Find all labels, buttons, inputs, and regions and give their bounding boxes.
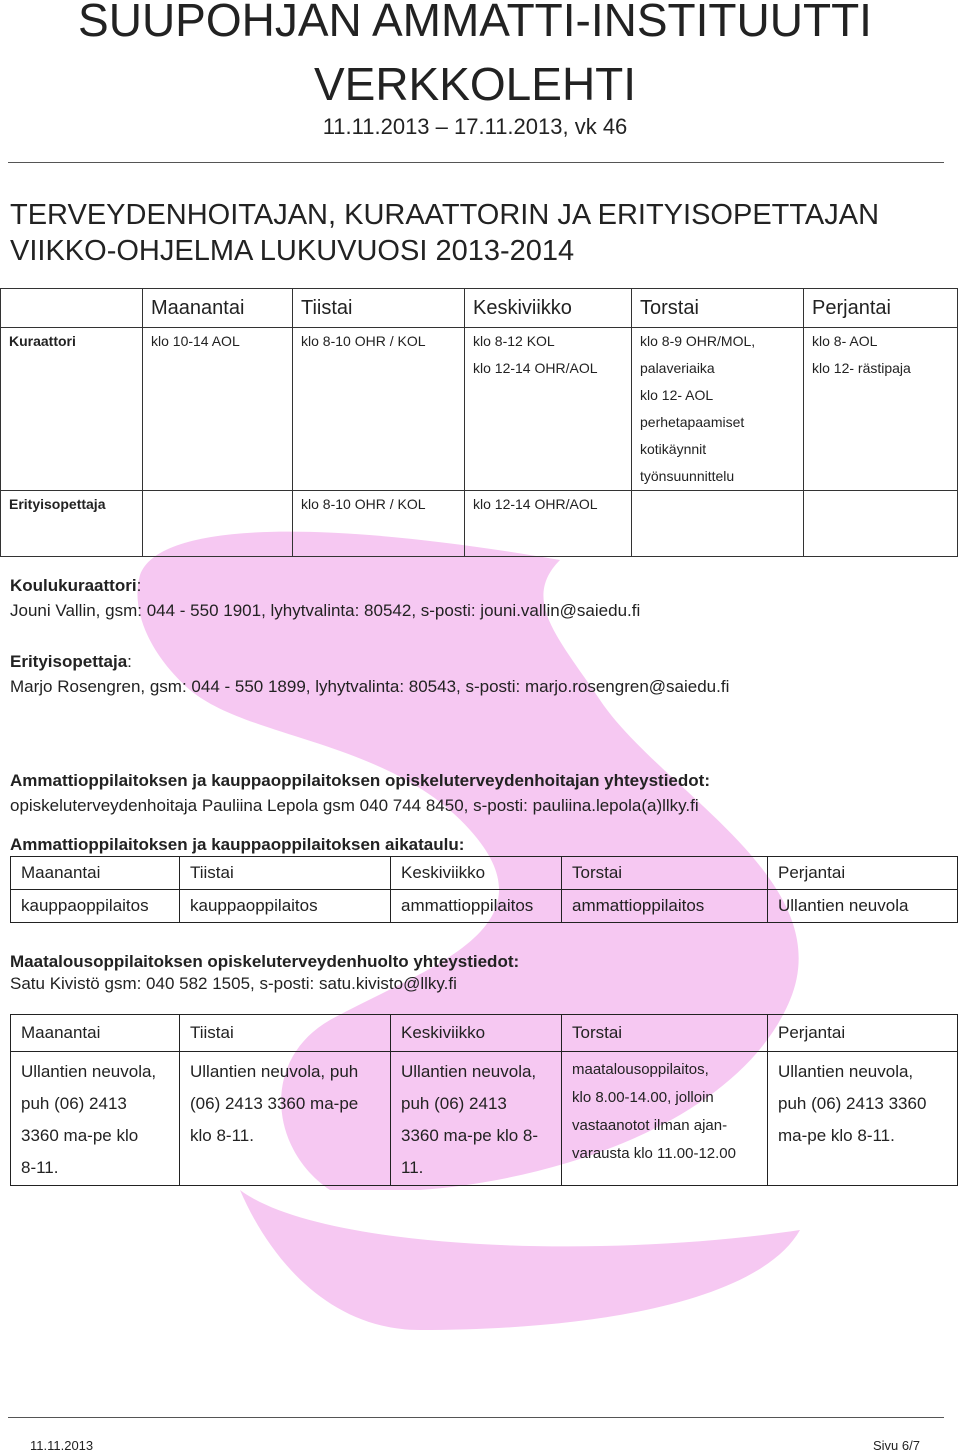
maatalous-contact: Satu Kivistö gsm: 040 582 1505, s-posti: satu.kivisto@llky.fi — [10, 974, 457, 993]
table-row — [1, 328, 958, 491]
table-cell: klo 12-14 OHR/AOL — [465, 491, 632, 557]
footer-date: 11.11.2013 — [30, 1438, 94, 1453]
day-header: Maanantai — [11, 857, 180, 890]
corner-cell — [1, 289, 143, 328]
table-cell — [804, 491, 958, 557]
table-cell: klo 8-12 KOL klo 12-14 OHR/AOL — [465, 328, 632, 491]
day-header: Keskiviikko — [391, 857, 562, 890]
maatalous-heading: Maatalousoppilaitoksen opiskeluterveydenhuolto yhteystiedot: — [10, 952, 520, 971]
issue-dates: 11.11.2013 – 17.11.2013, vk 46 — [322, 114, 628, 139]
table-cell: klo 8- AOL klo 12- rästipaja — [804, 328, 958, 491]
day-header: Perjantai — [768, 1015, 958, 1052]
table-cell: maatalousoppilaitos, klo 8.00-14.00, jolloin vastaanotot ilman ajan- varausta klo 11.00-12.00 — [562, 1052, 768, 1186]
ammatti-schedule-heading: Ammattioppilaitoksen ja kauppaoppilaitoksen aikataulu: — [10, 835, 465, 854]
table-cell: Ullantien neuvola, puh (06) 2413 3360 ma-pe klo 8-11. — [11, 1052, 180, 1186]
day-header: Tiistai — [180, 857, 391, 890]
table-cell: ammattioppilaitos — [562, 890, 768, 923]
table-cell: Ullantien neuvola — [768, 890, 958, 923]
day-header: Tiistai — [293, 289, 465, 328]
table-cell: Ullantien neuvola, puh (06) 2413 3360 ma-pe klo 8- 11. — [391, 1052, 562, 1186]
ammatti-schedule-table — [10, 856, 958, 923]
table-cell: klo 8-9 OHR/MOL, palaveriaika klo 12- AOL perhetapaamiset kotikäynnit työnsuunnittelu — [632, 328, 804, 491]
maatalous-schedule-table — [10, 1014, 958, 1186]
publication-name: VERKKOLEHTI — [313, 58, 637, 110]
day-header: Keskiviikko — [391, 1015, 562, 1052]
school-name: SUUPOHJAN AMMATTI-INSTITUUTTI — [78, 0, 872, 46]
footer-page-number: Sivu 6/7 — [873, 1438, 920, 1453]
table-row — [11, 890, 958, 923]
ammatti-heading: Ammattioppilaitoksen ja kauppaoppilaitoksen opiskeluterveydenhoitajan yhteystiedot: — [10, 771, 710, 790]
erityisopettaja-contact: Marjo Rosengren, gsm: 044 - 550 1899, lyhytvalinta: 80543, s-posti: marjo.rosengren@saiedu.fi — [10, 677, 730, 696]
day-header: Torstai — [632, 289, 804, 328]
table-cell: Ullantien neuvola, puh (06) 2413 3360 ma-pe klo 8-11. — [768, 1052, 958, 1186]
table-cell: kauppaoppilaitos — [11, 890, 180, 923]
schedule-title-line2: VIIKKO-OHJELMA LUKUVUOSI 2013-2014 — [10, 235, 575, 267]
table-cell — [632, 491, 804, 557]
weekly-schedule-table — [0, 288, 958, 557]
table-cell: kauppaoppilaitos — [180, 890, 391, 923]
day-header: Maanantai — [143, 289, 293, 328]
day-header: Torstai — [562, 1015, 768, 1052]
table-cell: klo 8-10 OHR / KOL — [293, 491, 465, 557]
ammatti-contact: opiskeluterveydenhoitaja Pauliina Lepola gsm 040 744 8450, s-posti: pauliina.lepola(a)llky.fi — [10, 796, 699, 815]
row-label: Kuraattori — [1, 328, 143, 491]
table-cell: klo 10-14 AOL — [143, 328, 293, 491]
schedule-title-line1: TERVEYDENHOITAJAN, KURAATTORIN JA ERITYISOPETTAJAN — [10, 199, 880, 231]
table-cell: klo 8-10 OHR / KOL — [293, 328, 465, 491]
table-row — [1, 491, 958, 557]
day-header: Keskiviikko — [465, 289, 632, 328]
koulukuraattori-heading: Koulukuraattori: — [10, 576, 142, 595]
koulukuraattori-contact: Jouni Vallin, gsm: 044 - 550 1901, lyhytvalinta: 80542, s-posti: jouni.vallin@saiedu.fi — [10, 601, 641, 620]
day-header: Perjantai — [768, 857, 958, 890]
footer-divider — [8, 1417, 944, 1418]
day-header: Maanantai — [11, 1015, 180, 1052]
table-cell: ammattioppilaitos — [391, 890, 562, 923]
header-divider — [8, 162, 944, 163]
table-header-row — [11, 857, 958, 890]
table-header-row — [1, 289, 958, 328]
day-header: Torstai — [562, 857, 768, 890]
table-header-row — [11, 1015, 958, 1052]
table-cell: Ullantien neuvola, puh (06) 2413 3360 ma-pe klo 8-11. — [180, 1052, 391, 1186]
table-row — [11, 1052, 958, 1186]
erityisopettaja-heading: Erityisopettaja: — [10, 652, 132, 671]
table-cell — [143, 491, 293, 557]
row-label: Erityisopettaja — [1, 491, 143, 557]
day-header: Tiistai — [180, 1015, 391, 1052]
day-header: Perjantai — [804, 289, 958, 328]
